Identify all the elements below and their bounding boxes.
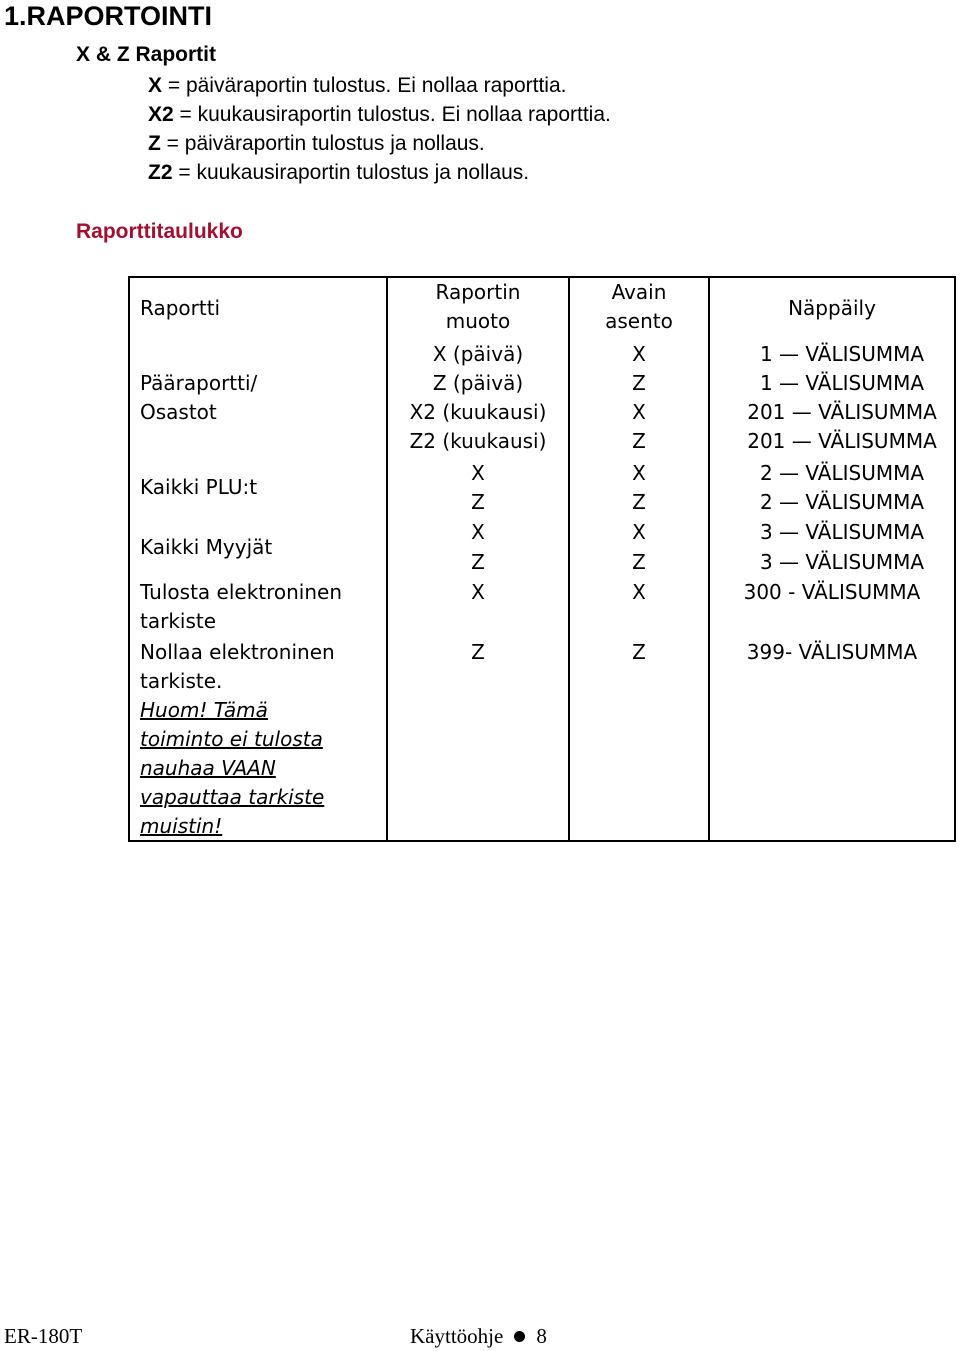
report-form-cell: X [471, 461, 485, 485]
definition-x [148, 71, 611, 100]
report-form-cell: Z [471, 640, 485, 664]
header-raportin-muoto-line2: muoto [445, 309, 511, 333]
key-position-cell: Z [632, 640, 646, 664]
key-position-cell: Z [632, 371, 646, 395]
key-press-cell: 201 — VÄLISUMMA [747, 429, 937, 453]
header-avain-asento-line1: Avain [611, 280, 667, 304]
key-position-cell: Z [632, 429, 646, 453]
header-raportin-muoto-line1: Raportin [435, 280, 521, 304]
report-form-cell: Z [471, 550, 485, 574]
key-press-cell: 399- VÄLISUMMA [746, 640, 918, 664]
report-form-cell: Z (päivä) [432, 371, 524, 395]
report-definitions [148, 71, 611, 187]
key-press-cell: 3 — VÄLISUMMA [759, 550, 925, 574]
row-label-nollaa-line2: tarkiste. [140, 669, 223, 693]
report-form-cell: X [471, 520, 485, 544]
row-label-osastot: Osastot [140, 400, 217, 424]
page-heading: 1.RAPORTOINTI [4, 1, 213, 31]
header-avain-asento-line2: asento [605, 309, 673, 333]
report-form-cell: X (päivä) [432, 342, 524, 366]
note-line: vapauttaa tarkiste [140, 785, 325, 809]
key-press-cell: 1 — VÄLISUMMA [759, 371, 925, 395]
key-press-cell: 300 - VÄLISUMMA [743, 580, 921, 604]
note-line: muistin! [140, 814, 223, 838]
row-label-myyjat: Kaikki Myyjät [140, 535, 273, 559]
report-form-cell: Z [471, 490, 485, 514]
key-position-cell: Z [632, 550, 646, 574]
footer-manual-title: Käyttöohje [410, 1324, 504, 1348]
definition-z2 [148, 158, 611, 187]
key-press-cell: 2 — VÄLISUMMA [759, 490, 925, 514]
footer-page-info [410, 1322, 547, 1350]
key-position-cell: X [632, 520, 646, 544]
footer-model: ER-180T [4, 1324, 83, 1348]
key-position-cell: Z [632, 490, 646, 514]
row-label-paaraportti: Pääraportti/ [140, 371, 258, 395]
key-press-cell: 2 — VÄLISUMMA [759, 461, 925, 485]
report-form-cell: Z2 (kuukausi) [409, 429, 547, 453]
definition-key: Z [148, 132, 161, 155]
definition-text: = kuukausiraportin tulostus ja nollaus. [172, 161, 530, 184]
header-raportti: Raportti [140, 296, 221, 320]
definition-text: = päiväraportin tulostus. Ei nollaa raporttia. [162, 74, 567, 97]
header-nappaily: Näppäily [788, 296, 876, 320]
row-label-tulosta-line2: tarkiste [140, 609, 217, 633]
key-press-cell: 1 — VÄLISUMMA [759, 342, 925, 366]
report-form-cell: X2 (kuukausi) [409, 400, 547, 424]
note-line: Huom! Tämä [140, 698, 268, 722]
section-subheading: X & Z Raportit [76, 43, 216, 66]
definition-key: X2 [148, 103, 174, 126]
key-position-cell: X [632, 580, 646, 604]
row-label-plu: Kaikki PLU:t [140, 475, 258, 499]
definition-key: Z2 [148, 161, 173, 184]
row-label-nollaa: Nollaa elektroninen [140, 640, 335, 664]
definition-text: = kuukausiraportin tulostus. Ei nollaa raporttia. [173, 103, 611, 126]
row-label-tulosta: Tulosta elektroninen [140, 580, 343, 604]
bullet-icon [514, 1331, 525, 1342]
key-position-cell: X [632, 461, 646, 485]
footer-page-number: 8 [536, 1324, 547, 1348]
definition-x2 [148, 100, 611, 129]
note-line: nauhaa VAAN [140, 756, 276, 780]
report-table [128, 276, 956, 842]
report-form-cell: X [471, 580, 485, 604]
definition-key: X [148, 74, 163, 97]
key-position-cell: X [632, 342, 646, 366]
note-line: toiminto ei tulosta [140, 727, 323, 751]
key-position-cell: X [632, 400, 646, 424]
table-title: Raporttitaulukko [76, 220, 243, 243]
definition-z [148, 129, 611, 158]
key-press-cell: 201 — VÄLISUMMA [747, 400, 937, 424]
key-press-cell: 3 — VÄLISUMMA [759, 520, 925, 544]
definition-text: = päiväraportin tulostus ja nollaus. [160, 132, 485, 155]
